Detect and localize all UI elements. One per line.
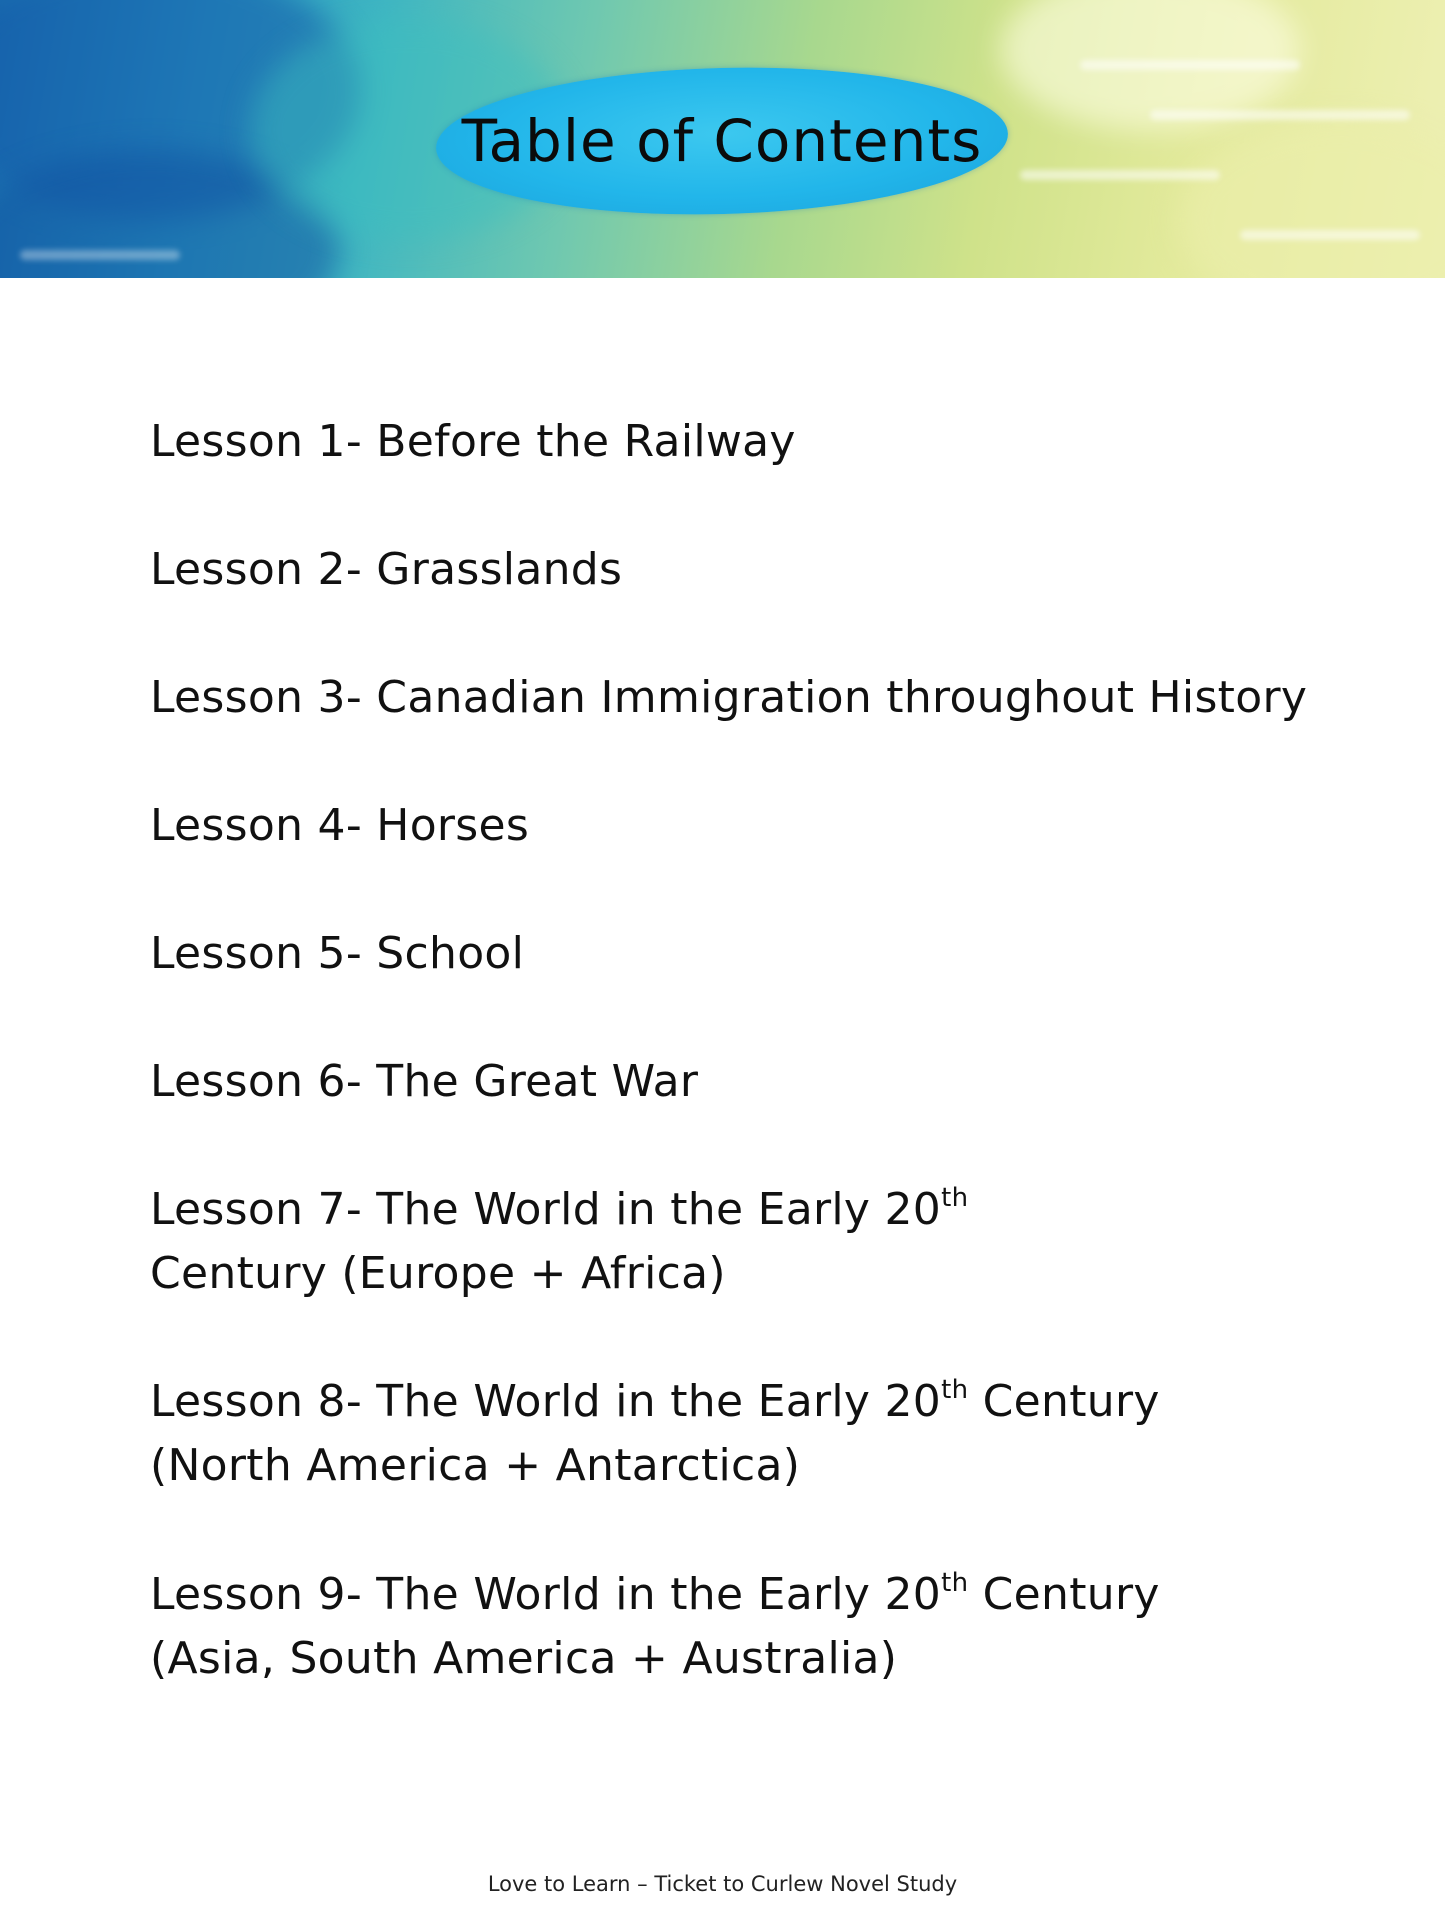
ordinal-suffix: th: [941, 1183, 969, 1213]
banner-streak: [20, 250, 180, 260]
page-title: Table of Contents: [461, 107, 983, 175]
toc-entry-lesson-3: Lesson 3- Canadian Immigration throughout History: [150, 672, 1308, 723]
toc-entry-lesson-6: Lesson 6- The Great War: [150, 1056, 699, 1107]
toc-entry-text: Century (Europe + Africa): [150, 1248, 726, 1299]
banner-streak: [1020, 170, 1220, 180]
toc-entry-lesson-1: Lesson 1- Before the Railway: [150, 416, 796, 467]
banner-streak: [1150, 110, 1410, 120]
banner-streak: [1240, 230, 1420, 240]
toc-entry-text: Century (North America + Antarctica): [150, 1376, 1160, 1491]
ordinal-suffix: th: [941, 1375, 969, 1405]
footer-credit: Love to Learn – Ticket to Curlew Novel Study: [487, 1872, 958, 1896]
toc-entry-text: Lesson 8- The World in the Early 20: [150, 1376, 942, 1427]
toc-entry-text: Lesson 9- The World in the Early 20: [150, 1569, 942, 1620]
toc-entry-lesson-7: [150, 1178, 1150, 1306]
ordinal-suffix: th: [941, 1568, 969, 1598]
toc-entry-lesson-8: [150, 1370, 1280, 1498]
toc-entry-lesson-2: Lesson 2- Grasslands: [150, 544, 623, 595]
toc-entry-lesson-5: Lesson 5- School: [150, 928, 525, 979]
toc-entry-text: Lesson 7- The World in the Early 20: [150, 1184, 942, 1235]
toc-entry-lesson-4: Lesson 4- Horses: [150, 800, 530, 851]
toc-entry-lesson-9: [150, 1563, 1280, 1691]
toc-entry-text: Century (Asia, South America + Australia): [150, 1569, 1160, 1684]
banner-streak: [1080, 60, 1300, 70]
banner-wash: [1180, 120, 1445, 278]
